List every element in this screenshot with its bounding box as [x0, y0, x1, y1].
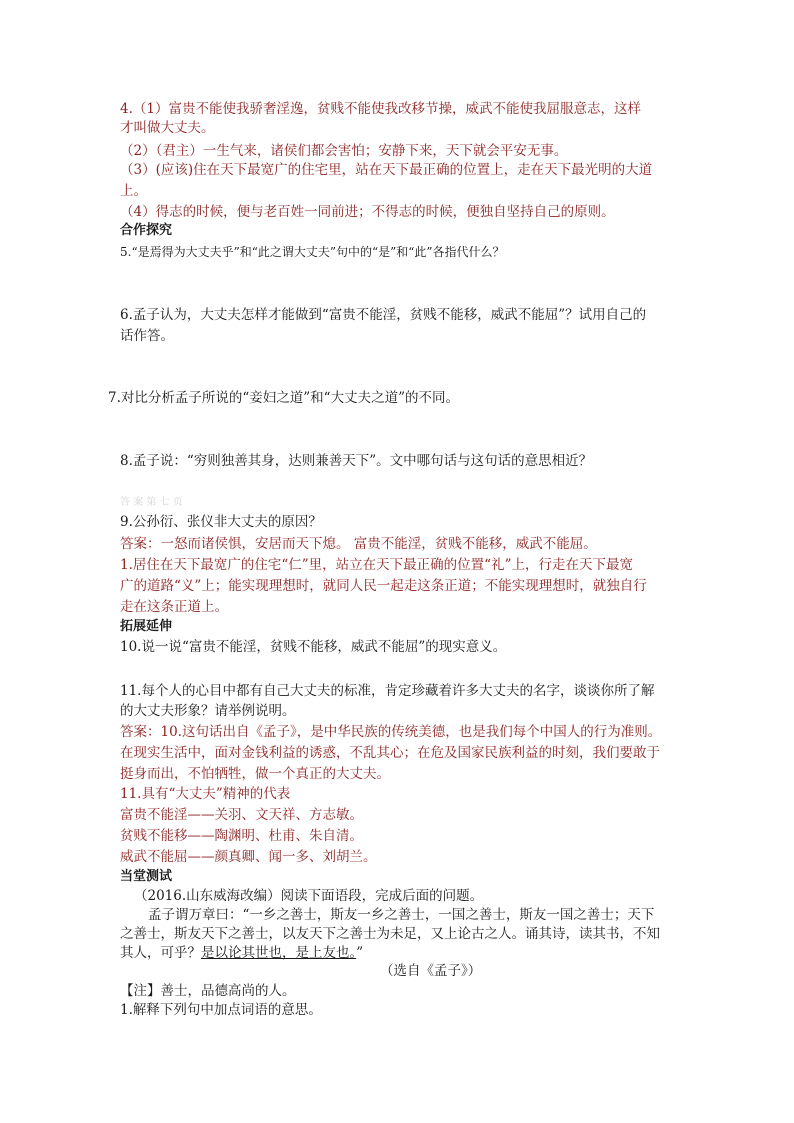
faint-page-text: 答 案 第 七 页: [120, 497, 183, 508]
answer-1-line-2: 广的道路“义”上；能实现理想时，就同人民一起走这条正道；不能实现理想时，就独自行: [120, 578, 647, 594]
note: 【注】善士，品德高尚的人。: [120, 983, 296, 999]
passage-text: 其人，可乎？: [120, 945, 201, 961]
question-11-line-2: 的大丈夫形象？请举例说明。: [120, 703, 296, 719]
question-11-line-1: 11.每个人的心目中都有自己大丈夫的标准，肯定珍藏着许多大丈夫的名字，谈谈你所了解: [120, 683, 655, 699]
section-heading-test: 当堂测试: [120, 869, 173, 884]
question-6-line-2: 话作答。: [120, 328, 174, 344]
answer-11-item-2: 贫贱不能移——陶渊明、杜甫、朱自清。: [120, 828, 363, 844]
question-6-line-1: 6.孟子认为，大丈夫怎样才能做到“富贵不能淫，贫贱不能移，威武不能屈”？试用自己的: [120, 307, 647, 323]
answer-4-line-4: （3）(应该)住在天下最宽广的住宅里，站在天下最正确的位置上，走在天下最光明的大道: [120, 162, 653, 178]
answer-10-line-3: 挺身而出，不怕牺牲，做一个真正的大丈夫。: [120, 766, 390, 782]
answer-4-line-2: 才叫做大丈夫。: [120, 120, 215, 136]
answer-4-line-1: 4.（1）富贵不能使我骄奢淫逸，贫贱不能使我改移节操，威武不能使我屈服意志，这样: [120, 101, 641, 117]
passage-underlined-sentence: 是以论其世也，是上友也。: [201, 945, 357, 961]
answer-4-line-6: （4）得志的时候，便与老百姓一同前进；不得志的时候，便独自坚持自己的原则。: [120, 204, 615, 220]
section-heading-extend: 拓展延伸: [120, 619, 173, 634]
answer-11-title: 11.具有“大丈夫”精神的代表: [120, 786, 291, 802]
question-9: 9.公孙衍、张仪非大丈夫的原因？: [120, 514, 322, 530]
question-7: 7.对比分析孟子所说的“妾妇之道”和“大丈夫之道”的不同。: [108, 390, 459, 406]
question-8: 8.孟子说：“穷则独善其身，达则兼善天下”。文中哪句话与这句话的意思相近？: [120, 453, 593, 469]
answer-10-line-2: 在现实生活中，面对金钱利益的诱惑，不乱其心；在危及国家民族利益的时刻，我们要敢于: [120, 745, 660, 761]
answer-10-line-1: 答案：10.这句话出自《孟子》，是中华民族的传统美德，也是我们每个中国人的行为准则。: [120, 724, 662, 740]
answer-1-line-1: 1.居住在天下最宽广的住宅“仁”里，站立在天下最正确的位置“礼”上，行走在天下最宽: [120, 557, 633, 573]
passage-line-2: 之善士，斯友天下之善士，以友天下之善士为未足，又上论古之人。诵其诗，读其书，不知: [120, 926, 660, 942]
answer-4-line-5: 上。: [120, 183, 147, 199]
question-1: 1.解释下列句中加点词语的意思。: [120, 1002, 322, 1018]
passage-line-1: 孟子谓万章曰：“一乡之善士，斯友一乡之善士，一国之善士，斯友一国之善士；天下: [148, 907, 655, 923]
answer-1-line-3: 走在这条正道上。: [120, 599, 228, 615]
passage-closing-quote: ”: [356, 945, 364, 961]
source-citation: （选自《孟子》）: [380, 963, 482, 979]
section-heading-cooperate: 合作探究: [120, 223, 173, 238]
question-5: 5.“是焉得为大丈夫乎”和“此之谓大丈夫”句中的“是”和“此”各指代什么？: [120, 245, 505, 259]
answer-11-item-3: 威武不能屈——颜真卿、闻一多、刘胡兰。: [120, 849, 377, 865]
test-intro: （2016.山东威海改编）阅读下面语段，完成后面的问题。: [134, 888, 484, 904]
answer-4-line-3: （2）（君主）一生气来，诸侯们都会害怕；安静下来，天下就会平安无事。: [120, 143, 568, 159]
passage-line-3: [120, 944, 363, 962]
answer-9: 答案：一怒而诸侯惧，安居而天下熄。 富贵不能淫，贫贱不能移，威武不能屈。: [120, 536, 597, 552]
question-10: 10.说一说“富贵不能淫，贫贱不能移，威武不能屈”的现实意义。: [120, 639, 507, 655]
answer-11-item-1: 富贵不能淫——关羽、文天祥、方志敏。: [120, 807, 363, 823]
